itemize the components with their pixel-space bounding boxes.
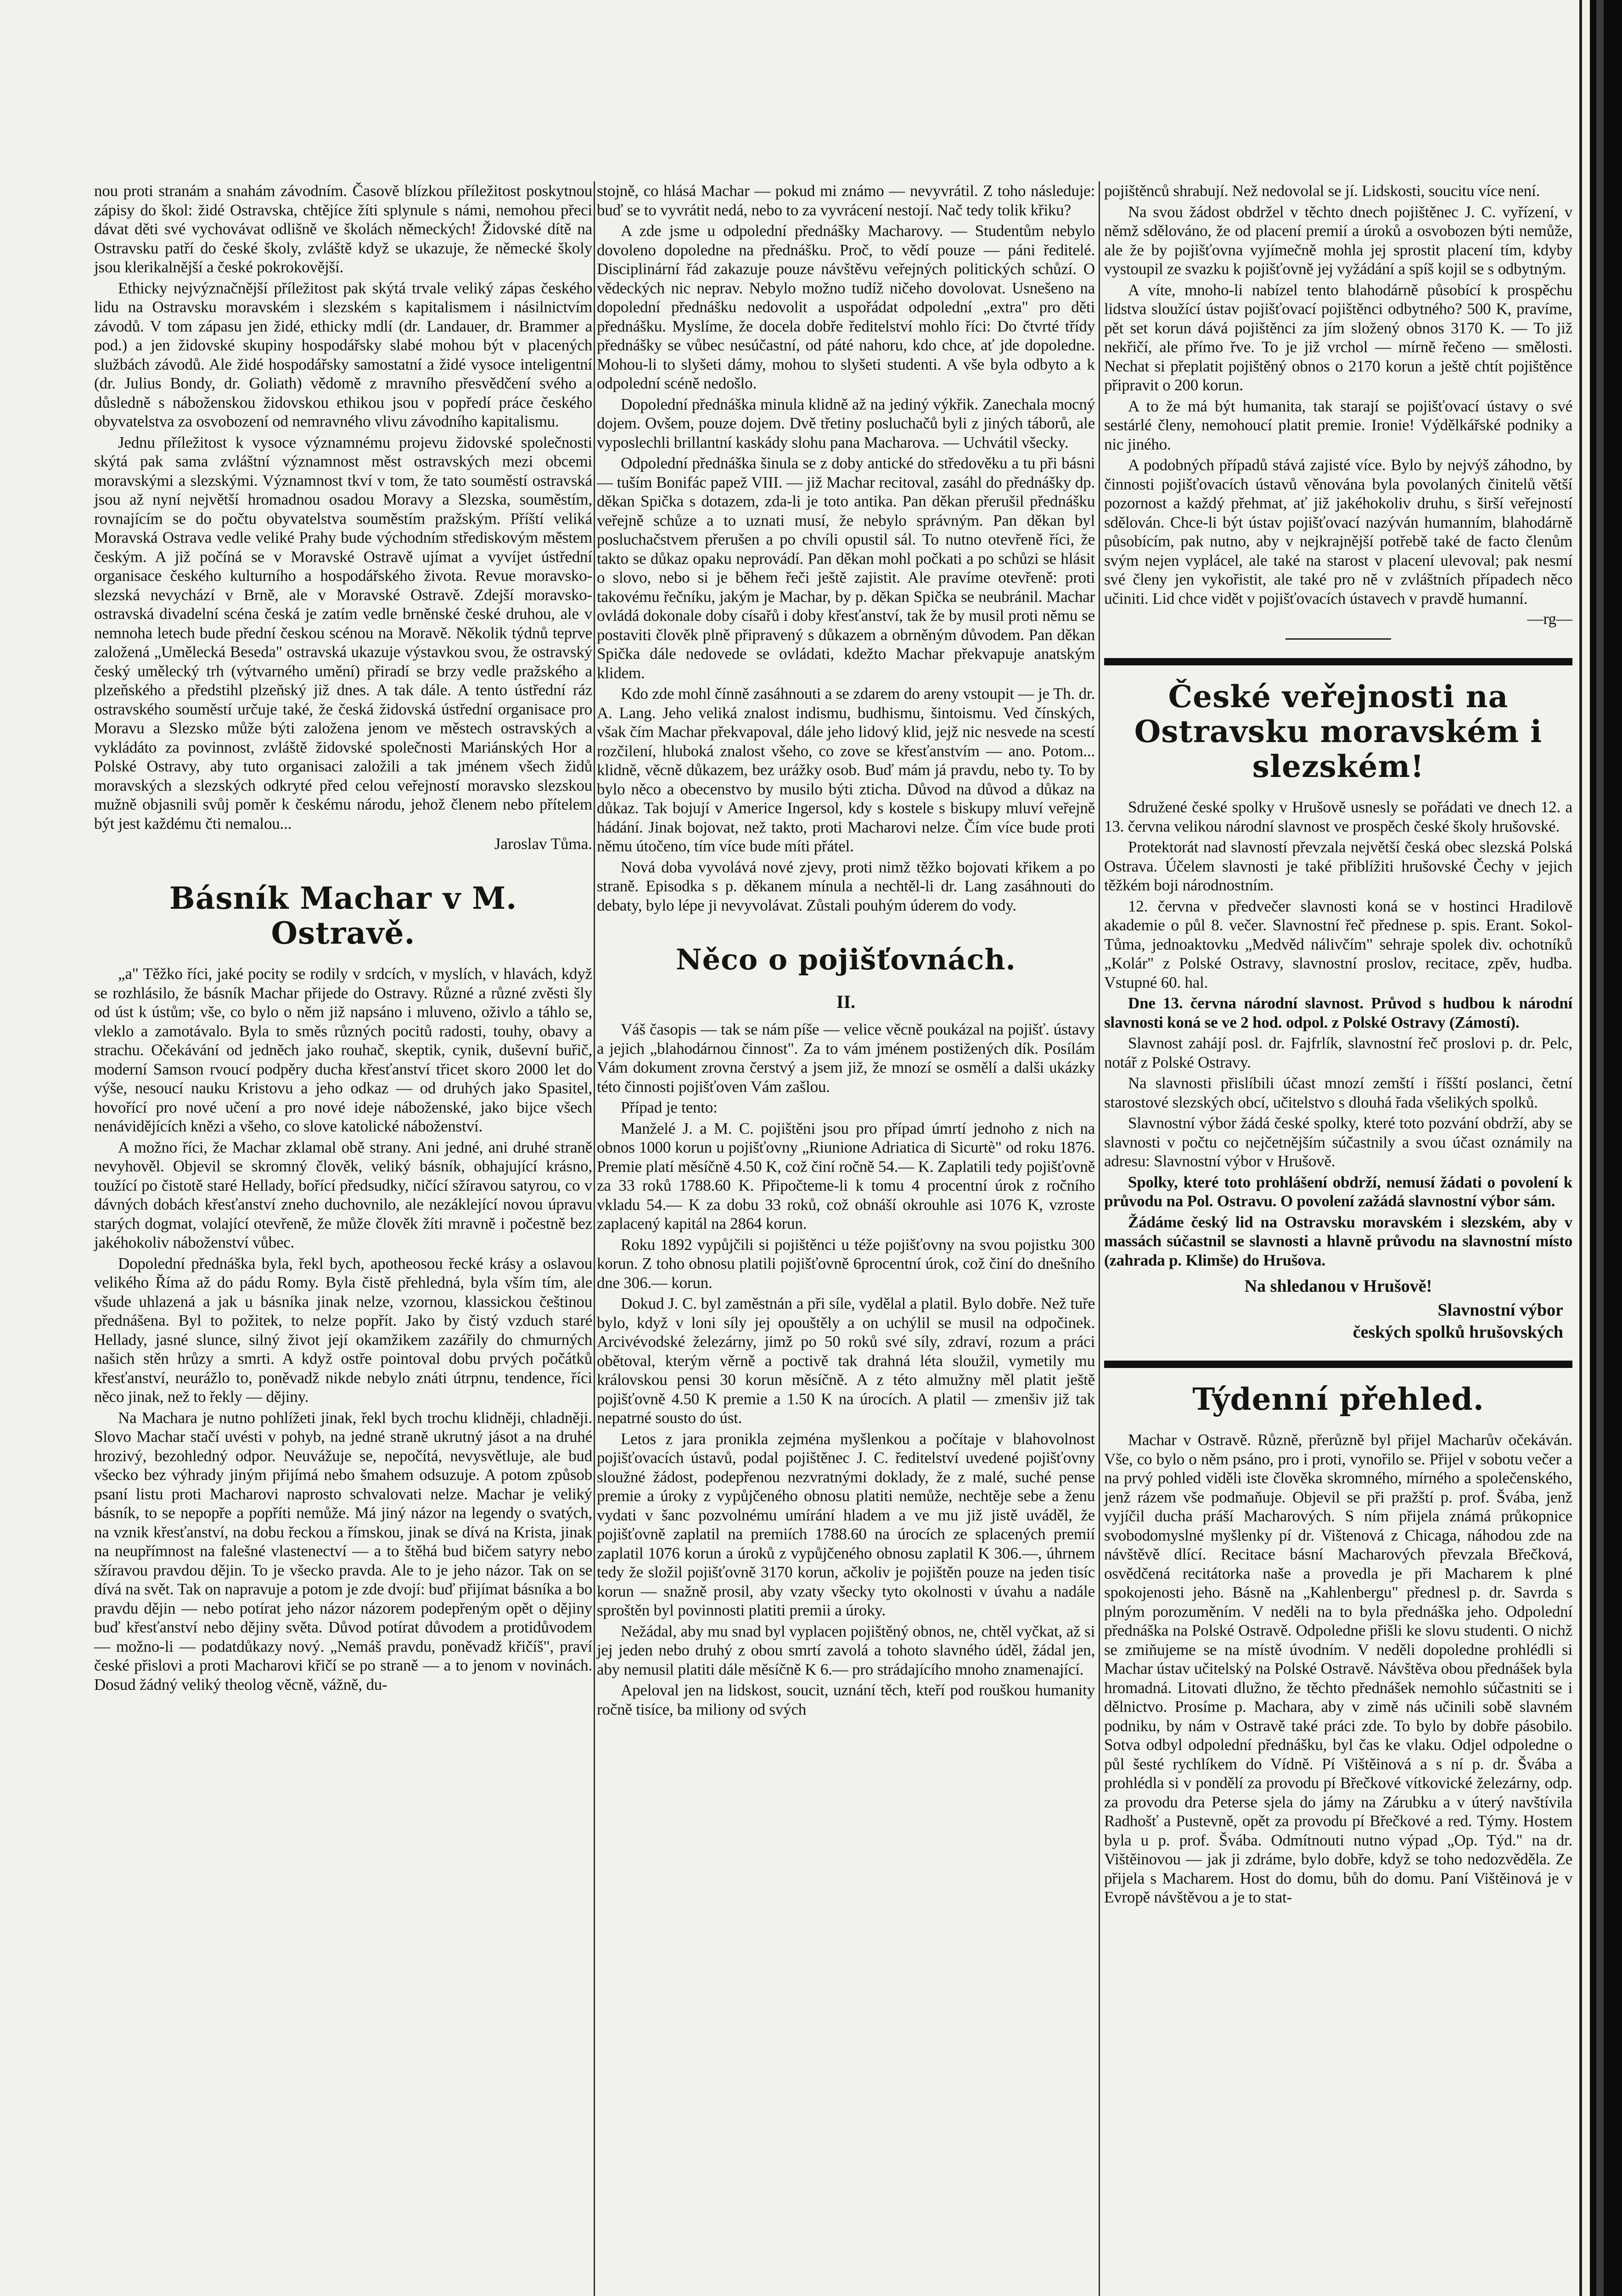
article-paragraph: Na Machara je nutno pohlížeti jinak, řekl bych trochu klidněji, chladněji. Slovo Machar stačí uvésti v pohyb, na jedné straně ukrutný jásot a na druhé hrozivý, bezohledný odpor. Neuvážuje se, nepočítá, nevysvětluje, ale bud všecko bez výhrady jiným přijímá nebo šmahem odsuzuje. A potom způsob psaní listu proti Macharovi naprosto schvalovati nelze. Machar je veliký básník, to se nepopře a popříti nemůže. Má jiný názor na legendy o svatých, na vznik křesťanství, na dobu řeckou a římskou, jinak se dívá na Krista, jinak na neupřímnost na falešné vlastenectví — a to štěhá bud bičem satyry nebo sžíravou pravdou dějin. To je všecko pravda. Ale to je jeho názor. Tak on se dívá na svět. Tak on napravuje a potom je zde dvojí: buď přijímat básníka a bo pravdu dějin — nebo potírat jeho názor názorem podepřeným opět o dějiny buď křesťanství nebo dějiny světa. Důvod potírat důvodem a protidůvodem — možno-li — podatdůkazy nový. „Nemáš pravdu, poněvadž křičíš", praví české přislovi a proti Macharovi křičí se po straně — a to jenom v novinách. Dosud žádný veliký theolog věcně, vážně, du- [94, 1408, 592, 1694]
article-paragraph: A možno říci, že Machar zklamal obě strany. Ani jedné, ani druhé straně nevyhověl. Objevil se skromný člověk, veliký básník, obhajující krásno, toužící po čistotě staré Hellady, bořící předsudky, ničící sžíravou satyrou, co v dávných dobách křesťanství zneho duchovnilo, ale nezáklející novou úpravu starých dogmat, volající otevřeně, že může člověk žíti mravně i počestně bez jakéhokoliv náboženství vůbec. [94, 1138, 592, 1251]
article-paragraph: „a" Těžko říci, jaké pocity se rodily v srdcích, v myslích, v hlavách, když se rozhlásilo, že básník Machar přijede do Ostravy. Různé a různé zvěsti šly od úst k ústům; vše, co bylo o něm již napsáno i mluveno, oživlo a táhlo se, vleklo a zamotávalo. Byla to směs různých pocitů radosti, touhy, obavy a strachu. Očekávání od jedněch jako rouhač, skeptik, cynik, duševní buřič, moderní Samson rvoucí podpěry ducha křesťanství třicet skoro 2000 let do výše, nesoucí nauku Kristovu a jeho odkaz — od druhých jako Spasitel, hovořící pro nové učení a pro nové ideje náboženské, jako bijce všech nenávidějících knězi a všeho, co slove katolické náboženství. [94, 965, 592, 1135]
article-paragraph: Kdo zde mohl čínně zasáhnouti a se zdarem do areny vstoupit — je Th. dr. A. Lang. Jeho veliká znalost indismu, budhismu, šintoismu. Ved čínských, však čím Machar překvapoval, dále jeho lidový klid, jejž nic nesvede na scestí rozčilení, hluboká znalost všeho, co zove se křesťanstvím — ano. Potom... klidně, věcně důkazem, bez urážky osob. Buď mám já pravdu, nebo ty. To by bylo něco a obecenstvo by musilo býti zticha. Důvod na důvod a důkaz na důkaz. Tak bojují v Americe Ingersol, kdy s kostele s biskupy mluví veřejně hádání. Jinak bojovat, než takto, proti Macharovi nelze. Čím více bude proti němu útočeno, tím více bude míti přátel. [597, 685, 1095, 855]
heavy-rule [1104, 1361, 1572, 1368]
article-paragraph: Slavnostní výbor žádá české spolky, které toto pozvání obdrží, aby se slavnosti v počtu co nejčetnějším súčastnily a svou účast oznámily na adresu: Slavnostní výbor v Hrušově. [1104, 1114, 1572, 1170]
column-right [1104, 181, 1572, 1909]
article-paragraph: Dopolední přednáška byla, řekl bych, apotheosou řecké krásy a oslavou velikého Říma až do pádu Romy. Byla čistě přehledná, byla vším tím, ale všude uhlazená a jak u básníka jinak nelze, vzornou, klassickou češtinou přednášena. Byl to požitek, to nelze popřít. Jako by čistý vzduch staré Hellady, jasné slunce, silný život její okamžikem zazářily do chmurných našich stěn hrůzy a smrti. A když ostře pointoval dobu prvých počátků křesťanství, neurážlo to, poněvadž nikde nebylo znáti útrpnu, tendence, říci něco jinak, než to řekly — dějiny. [94, 1254, 592, 1406]
signature-committee: Slavnostní výbor [1437, 1300, 1563, 1320]
article-paragraph: Případ je tento: [621, 1098, 718, 1116]
signature-committee: českých spolků hrušovských [1353, 1322, 1563, 1342]
article-paragraph: Odpolední přednáška šinula se z doby antické do středověku a tu při básni — tuším Bonifác papež VIII. — již Machar recitoval, zasáhl do přednášky dp. děkan Spička s dotazem, zda-li je toto antika. Pan děkan přerušil přednášku veřejně schůze a to uznati musí, že nebylo správným. Pan děkan byl posluchačstvem přerušen a po chvíli opustil sál. To nutno otevřeně říci, že takto se důkaz opaku neprovádí. Pan děkan mohl počkati a po schůzi se hlásit o slovo, nebo si je během řeči ještě zajistit. Ale pravíme otevřeně: proti takovému řečníku, jakým je Machar, by p. děkan Spička se neubránil. Machar ovládá dokonale doby císařů i doby křesťanství, tak že by musil proti němu se postaviti člověk plně připravený s důkazem a obrněným důvodem. Pan děkan Spička dále nedovede se ovládati, kdežto Machar překvapuje anatským klidem. [597, 454, 1095, 682]
article-paragraph: A podobných případů stává zajisté více. Bylo by nejvýš záhodno, by činnosti pojišťovacích ústavů věnována byla povolaných činitelů větší pozornost a každý přehmat, ať již jakéhokoliv druhu, s širší veřejností sdělován. Chce-li být ústav pojišťovací nazýván humanním, blahodárně působícím, pak nutno, aby v nejkrajnější potřebě také de facto členům svým nejen vyplácel, ale také na starost v placení ulevoval; pak nesmí své členy jen vykořistit, ale také pro ně v zvláštních případech něco učiniti. Lid chce vidět v pojišťovacích ústavech v pravdě humanní. [1104, 456, 1572, 608]
headline-machar: Básník Machar v M. Ostravě. [169, 880, 517, 951]
column-rule [594, 181, 595, 2296]
section-number: II. [836, 991, 856, 1012]
article-paragraph: Na slavnosti přislíbili účast mnozí zemští i říšští poslanci, četní starostové slezských obcí, učitelstvo s dlouhá řada všelikých spolků. [1104, 1074, 1572, 1111]
article-paragraph: Dokud J. C. byl zaměstnán a při síle, vydělal a platil. Bylo dobře. Než tuře bylo, když v loni síly jej opouštěly a on uchýlil se musil na odpočinek. Arcivévodské železárny, jimž po 50 roků své síly, zdraví, rozum a práci obětoval, kterým věrně a poctivě tak drahná léta sloužil, vymetily mu královskou pensi 30 korun měsíčně. A z této almužny měl platit ještě pojišťovně 4.50 K premie a 1.50 K na úrocích. A platil — zmenšiv již tak nepatrné sousto do úst. [597, 1294, 1095, 1427]
article-paragraph: Machar v Ostravě. Různě, přerůzně byl přijel Macharův očekáván. Vše, co bylo o něm psáno, pro i proti, vynořilo se. Přijel v sobotu večer a na prvý pohled viděli iste člověka skromného, mírného a společenského, jenž rázem vše podmaňuje. Objevil se při pražští p. prof. Švába, jenž vyjíčil ducha práší Macharových. S ním přijela známá průkopnice svobodomyslné myšlenky pí dr. Vištenová z Chicaga, náhodou zde na návštěvě dlící. Recitace básní Macharových převzala Břečková, osvědčená recitátorka naše a provedla je při Macharem k plné spokojenosti jeho. Básně na „Kahlenbergu" přednesl p. dr. Savrda s plným porozuměním. V neděli na to byla přednáška jeho. Odpolední přednáška na Polské Ostravě. Odpoledne přišli ke slovu studenti. O nichž se zmiňujeme se na místě úvodním. V neděli dopoledne prohlédli si Machar ústav učitelský na Polské Ostravě. Návštěva obou přednášek byla hromadná. Litovati dlužno, že těchto přednášek nemohlo súčastniti se i dělnictvo. Prosíme p. Machara, aby v zimě nás učinili sobě slavném podniku, by nám v Ostravě také práci zde. To bylo by dobře pásobilo. Sotva odbyl odpolední přednášku, byl čas ke vlaku. Odjel odpoledne o půl šesté rychlíkem do Vídně. Pí Vištěinová a s ní p. dr. Švába a prohlédla si v pondělí za provodu pí Břečkové vítkovické železárny, odp. za provodu dra Peterse sjela do jámy na Zárubku a v úterý navštívila Radhošť a Pustevně, opět za provodu pí Břečkové a red. Týmy. Hostem byla u p. prof. Švába. Odmítnouti nutno výpad „Op. Týd." na dr. Vištěinovou — jak ji zdráme, bylo dobře, když se toho nedozvěděla. Ze přijela s Macharem. Host do domu, bůh do domu. Paní Vištěinová je v Evropě návštěvou a je to stat- [1104, 1431, 1572, 1906]
headline-ceske-verejnosti: České veřejnosti na Ostravsku moravském i slezském! [1134, 679, 1543, 784]
headline-pojistovny: Něco o pojišťovnách. [675, 943, 1016, 976]
article-paragraph: Žádáme český lid na Ostravsku moravském i slezském, aby v massách súčastnil se slavnosti a hlavně průvodu na slavnostní místo (zahrada p. Klimše) do Hrušova. [1104, 1213, 1572, 1269]
article-paragraph: A to že má být humanita, tak starají se pojišťovací ústavy o své sestárlé členy, nemohoucí platit premie. Ironie! Výdělkářské podniky a nic jiného. [1104, 397, 1572, 453]
article-paragraph: Váš časopis — tak se nám píše — velice věcně poukázal na pojišť. ústavy a jejich „blahodárnou činnost". Za to vám jménem postižených dík. Posílám Vám dokument zrovna čerstvý a jsem již, že mnozí se osmělí a dalši ukázky této činnosti pojišťoven Vám zašlou. [597, 1020, 1095, 1096]
article-paragraph: Ethicky nejvýznačnější příležitost pak skýtá trvale veliký zápas českého lidu na Ostravsku moravském i slezském s kapitalismem i násilnictvím závodů. V tom zápasu jen židé, ethicky mdlí (dr. Landauer, dr. Brammer a pod.) a jen židovské skupiny hospodářsky slabé mohou být v placených službách závodů. Ale židé hospodářsky samostatní a židé vysoce inteligentní (dr. Julius Bondy, dr. Goliath) vědomě z mravního přesvědčení svého a důsledně s náboženskou židovskou ethikou jsou v popředí práce českého obyvatelstva za osvobození od nemravného vlivu závodního kapitalismu. [94, 279, 592, 430]
article-paragraph: Nežádal, aby mu snad byl vyplacen pojištěný obnos, ne, chtěl vyčkat, až si jej jeden nebo druhý z obou smrtí zavolá a tohoto slavného úděl, žádal jen, aby nemusil platiti dále měsíčně K 6.— pro strádajícího mnoho znamenající. [597, 1622, 1095, 1678]
column-left [94, 181, 592, 1696]
article-signature: Jaroslav Tůma. [494, 835, 592, 853]
scan-edge [1590, 0, 1622, 2296]
article-paragraph: Nová doba vyvolává nové zjevy, proti nimž těžko bojovati křikem a po straně. Episodka s p. děkanem mínula a nechtěl-li dr. Lang zasáhnouti do debaty, bylo lépe ji nevyvolávat. Zůstali pouhým úderem do vody. [597, 858, 1095, 914]
article-paragraph: Apeloval jen na lidskost, soucit, uznání těch, kteří pod rouškou humanity ročně tisíce, ba miliony od svých [597, 1681, 1095, 1718]
column-middle [597, 181, 1095, 1721]
article-paragraph: Jednu příležitost k vysoce významnému projevu židovské společnosti skýtá pak sama zvláštní významnost měst ostravských mezi obcemi moravskými a slezskými. Významnost tkví v tom, že tato souměstí ostravská jsou až nyní největší hromadnou osadou Moravy a Slezska, souměstím, rovnajícím se do počtu obyvatelstva souměstím pražským. Příští veliká Moravská Ostrava vedle veliké Prahy bude východním střediskovým městem českým. A již počíná se v Moravské Ostravě ujímat a vyvíjet ústřední organisace českého kulturního a hospodářského života. Revue moravsko-slezská nevychází v Brně, ale v Moravské Ostravě. Zdejší moravsko-ostravská divadelní scéna česká je zatím vedle brněnské české druhou, ale v nemnoha letech bude přední českou scénou na Moravě. Několik týdnů teprve založená „Umělecká Beseda" ostravská ukazuje výstavkou svou, že ostravský český umělecký trh (výtvarného umění) přiradí se brzy vedle pražského a plzeňského a předstihl plzeňský již dnes. A tak dále. A tento ústřední ráz ostravského souměstí určuje také, že česká židovská ústřední organisace pro Moravu a Slezsko může býti založena jenom ve městech ostravských a vykládáto za povinnost, zvláště židovské společnosti Mariánských Hor a Polské Ostravy, aby tuto organisaci založili a tak jménem všech židů moravských a slezských odkryté před celou veřejností moravsko slezskou mužně objasnili svůj poměr k českému národu, jehož členem nebo přítelem být jest každému čti nemalou... [94, 433, 592, 833]
article-paragraph: Sdružené české spolky v Hrušově usnesly se pořádati ve dnech 12. a 13. června velikou národní slavnost ve prospěch české školy hrušovské. [1104, 798, 1572, 835]
article-paragraph: Roku 1892 vypůjčili si pojištěnci u téže pojišťovny na svou pojistku 300 korun. Z toho obnosu platili pojišťovně 6procentní úrok, což činí do dnešního dne 306.— korun. [597, 1235, 1095, 1292]
article-paragraph: Slavnost zahájí posl. dr. Fajfrlík, slavnostní řeč proslovi p. dr. Pelc, notář z Polské Ostravy. [1104, 1034, 1572, 1071]
article-paragraph: nou proti stranám a snahám závodním. Časově blízkou příležitost poskytnou zápisy do škol: židé Ostravska, chtějíce žíti splynule s námi, nemohou přeci dávat děti své vychovávat odlišně ve školách německých! Židovské dítě na Ostravsku patří do české školy, zvláště když se ukazuje, že německé školy jsou klerikalnější a české pokrokovější. [94, 182, 592, 276]
article-paragraph: Na svou žádost obdržel v těchto dnech pojištěnec J. C. vyřízení, v němž sdělováno, že od placení premií a úroků a osvobozen býti nemůže, ale že by pojišťovna vyjímečně mohla jej sprostit placení tím, kdyby vystoupil ze svazku k pojišťovně jej vyžádání a spíš kojil se s odbytným. [1104, 203, 1572, 278]
article-paragraph: Dopolední přednáška minula klidně až na jediný výkřik. Zanechala mocný dojem. Ovšem, pouze dojem. Dvě třetiny posluchačů byli z jiných táborů, ale vyposlechli brillantní kaskády slohu pana Macharova. — Uchvátil všecky. [597, 395, 1095, 451]
article-paragraph: Dne 13. června národní slavnost. Průvod s hudbou k národní slavnosti koná se ve 2 hod. odpol. z Polské Ostravy (Zámostí). [1104, 994, 1572, 1031]
article-paragraph: Letos z jara pronikla zejména myšlenkou a počítaje v blahovolnost pojišťovacích ústavů, podal pojištěnec J. C. ředitelství uvedené pojišťovny sloužné žádost, podepřenou nezvratnými doklady, že z malé, suché pense premie a úroky z vypůjčeného obnosu platiti nemůže, nechtěje sebe a ženu vydati v šanc pozvolnému umírání hladem a ve mu již jistě uváděl, že pojišťovně zaplatil na premiích 1788.60 na úrocích ze splacených premií zaplatil 1076 korun a úroků z vypůjčeného obnosu zaplatil K 306.—, úhrnem tedy že složil pojišťovně 3170 korun, ačkoliv je pojištěn pouze na jeden tisíc korun — snažně prosil, aby vzaty všecky tyto okolnosti v úvahu a nadále sproštěn byl povinnosti platiti premii a úroky. [597, 1429, 1095, 1619]
headline-tydenni-prehled: Týdenní přehled. [1192, 1381, 1484, 1417]
column-rule [1099, 181, 1100, 2296]
article-paragraph: Spolky, které toto prohlášení obdrží, nemusí žádati o povolení k průvodu na Pol. Ostravu. O povolení zažádá slavnostní výbor sám. [1104, 1173, 1572, 1210]
article-paragraph: A víte, mnoho-li nabízel tento blahodárně působící k prospěchu lidstva sloužící ústav pojišťovací pojištěnci odbytného? 500 K, pravíme, pět set korun dává pojištěnci za jím složený obnos 3170 K. — To již nekřičí, ale přímo řve. To je již vrchol — mírně řečeno — smělosti. Nechat si přeplatit pojištěný obnos o 2170 korun a ještě chtít pojištěnce připravit o 200 korun. [1104, 281, 1572, 394]
heavy-rule [1104, 658, 1572, 665]
article-paragraph: 12. června v předvečer slavnosti koná se v hostinci Hradilově akademie o půl 8. večer. Slavnostní řeč přednese p. spis. Erant. Sokol-Tůma, jednoaktovku „Medvěd nálivčím" sehraje spolek div. ochotníků „Kolár" z Polské Ostravy, slavnostní proslov, recitace, zpěv, hudba. Vstupné 60. hal. [1104, 897, 1572, 991]
article-paragraph: Protektorát nad slavností převzala největší česká obec slezská Polská Ostrava. Účelem slavnosti je také přiblížiti hrušovské Čechy v jejich těžkém boji národnostním. [1104, 838, 1572, 894]
article-paragraph: pojištěnců shrabují. Než nedovolal se jí. Lidskosti, soucitu více není. [1104, 182, 1540, 200]
page-fold [1579, 0, 1582, 2296]
article-paragraph: stojně, co hlásá Machar — pokud mi známo — nevyvrátil. Z toho následuje: buď se to vyvrátit nedá, nebo to za vyvrácení nestojí. Nač tedy tolik křiku? [597, 182, 1095, 219]
divider [1285, 638, 1391, 640]
article-paragraph: Manželé J. a M. C. pojištěni jsou pro případ úmrtí jednoho z nich na obnos 1000 korun u pojišťovny „Riunione Adriatica di Sicurtè" od roku 1876. Premie platí měsíčně 4.50 K, což činí ročně 54.— K. Zaplatili tedy pojišťovně za 33 roků 1788.60 K. Připočteme-li k tomu 4 procentní úrok z ročního vkladu 54.— K za dobu 33 roků, což obnáší okrouhle asi 1076 K, vzroste zaplacený kapitál na 2864 korun. [597, 1119, 1095, 1232]
article-signature: —rg— [1527, 610, 1572, 628]
closing-line: Na shledanou v Hrušově! [1244, 1277, 1432, 1296]
article-paragraph: A zde jsme u odpolední přednášky Macharovy. — Studentům nebylo dovoleno dopoledne na přednášku. Proč, to vědí pouze — páni ředitelé. Disciplinární řád zakazuje pouze návštěvu veřejných politických schůzí. O vědeckých nic neprav. Nebylo možno tudíž ničeho dovolovat. Usnešeno na dopolední přednášku nedovolit a uspořádat odpolední „extra" pro děti přednášku. Myslíme, že docela dobře ředitelství mohlo říci: Do čtvrté třídy přednášky se vůbec nesúčastní, od páté nahoru, kdo chce, ať jde dopoledne. Mohou-li to slyšeti dámy, mohou to slyšeti studenti. A vše byla odbyto a k odpolední scéně nedošlo. [597, 222, 1095, 392]
